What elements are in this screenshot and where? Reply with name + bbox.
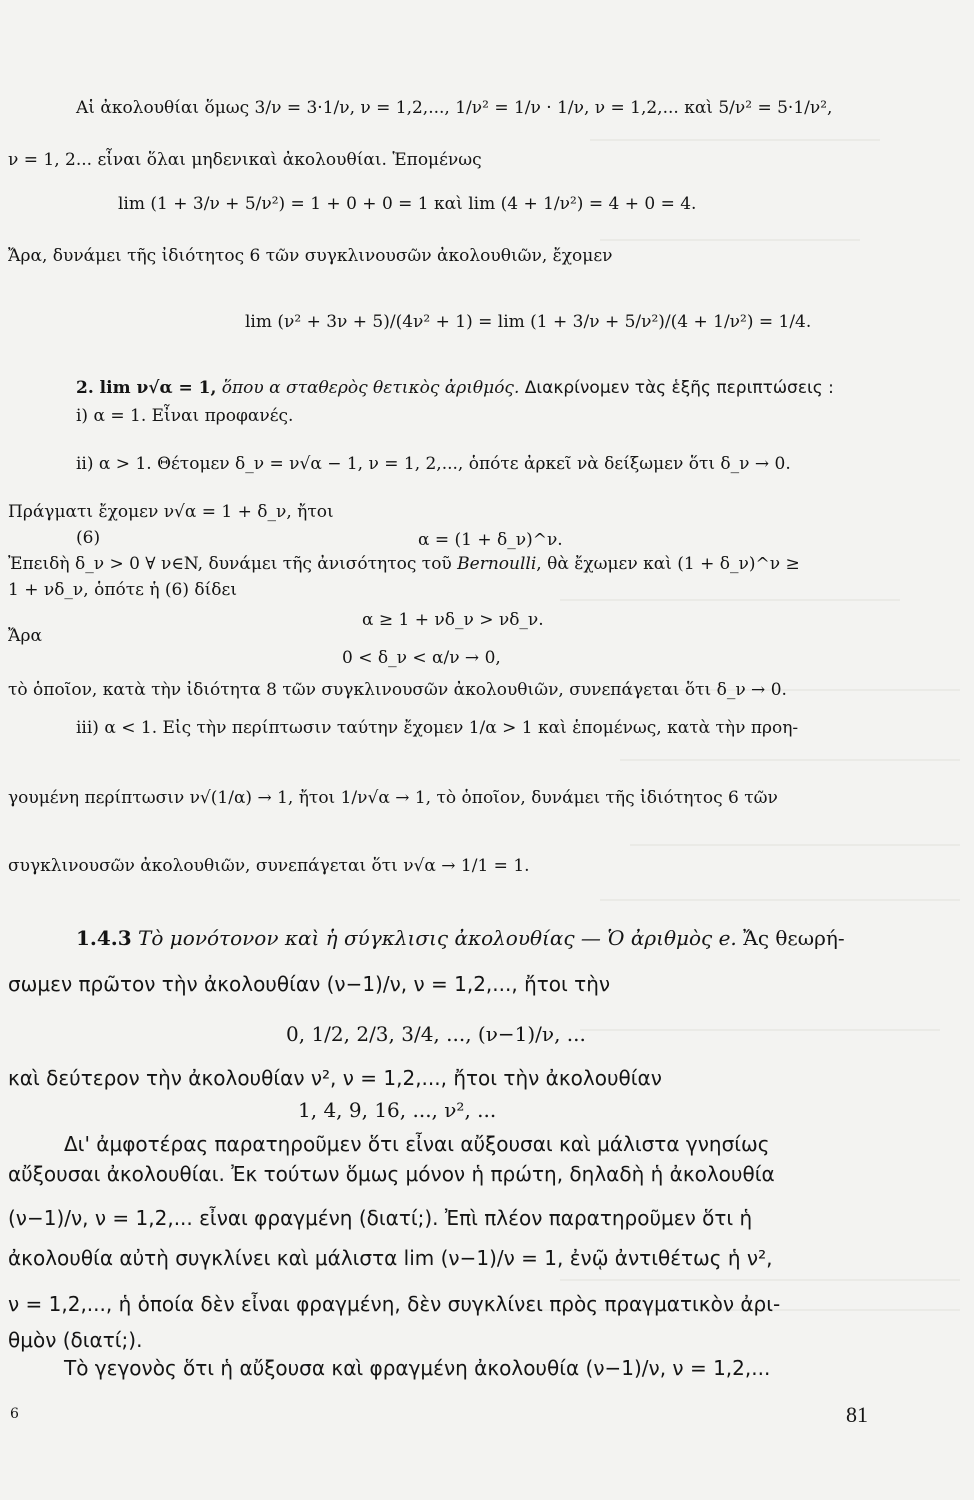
text-line-9: Πράγματι ἔχομεν ν√α = 1 + δ_ν, ἤτοι [8,502,334,522]
text-line-15: τὸ ὁποῖον, κατὰ τὴν ἰδιότητα 8 τῶν συγκλινουσῶν ἀκολουθιῶν, συνεπάγεται ὅτι δ_ν → 0. [8,680,787,700]
formula-limit-quotient: lim (ν² + 3ν + 5)/(4ν² + 1) = lim (1 + 3/ν + 5/ν²)/(4 + 1/ν²) = 1/4. [245,312,812,332]
case-ii: ii) α > 1. Θέτομεν δ_ν = ν√α − 1, ν = 1, 2,..., ὁπότε ἀρκεῖ νὰ δείξωμεν ὅτι δ_ν → 0. [76,454,791,474]
formula-limits: lim (1 + 3/ν + 5/ν²) = 1 + 0 + 0 = 1 καὶ lim (4 + 1/ν²) = 4 + 0 = 4. [118,194,697,214]
bernoulli-line-a: Ἐπειδὴ δ_ν > 0 ∀ ν∈N, δυνάμει τῆς ἀνισότητος τοῦ [8,554,458,574]
therefore-word: Ἄρα [8,626,42,646]
text-line-22: καὶ δεύτερον τὴν ἀκολουθίαν ν², ν = 1,2,..., ἤτοι τὴν ἀκολουθίαν [8,1066,662,1090]
bernoulli-name: Bernoulli [457,554,537,574]
sequence-1: 0, 1/2, 2/3, 3/4, ..., (ν−1)/ν, ... [286,1022,586,1046]
example-2-condition: ὅπου α σταθερὸς θετικὸς ἀριθμός. [216,378,520,398]
case-i: i) α = 1. Εἶναι προφανές. [76,406,294,426]
text-line-18: συγκλινουσῶν ἀκολουθιῶν, συνεπάγεται ὅτι ν√α → 1/1 = 1. [8,856,530,876]
text-line-20: σωμεν πρῶτον τὴν ἀκολουθίαν (ν−1)/ν, ν = 1,2,..., ἤτοι τὴν [8,972,611,996]
text-line-26: (ν−1)/ν, ν = 1,2,... εἶναι φραγμένη (διατί;). Ἐπὶ πλέον παρατηροῦμεν ὅτι ἡ [8,1206,753,1230]
margin-mark: 6 [10,1406,19,1422]
text-line-28: ν = 1,2,..., ἡ ὁποία δὲν εἶναι φραγμένη, δὲν συγκλίνει πρὸς πραγματικὸν ἀρι- [8,1292,781,1316]
text-line-2: ν = 1, 2... εἶναι ὅλαι μηδενικαὶ ἀκολουθίαι. Ἑπομένως [8,150,482,170]
equation-6: α = (1 + δ_ν)^ν. [418,530,563,550]
sequence-2: 1, 4, 9, 16, ..., ν², ... [298,1098,497,1122]
text-line-1: Αἱ ἀκολουθίαι ὅμως 3/ν = 3·1/ν, ν = 1,2,..., 1/ν² = 1/ν · 1/ν, ν = 1,2,... καὶ 5/ν² = 5·1/ν², [76,98,833,118]
equation-6-label: (6) [76,528,101,548]
section-heading-tail: Ἄς θεωρή- [736,926,845,950]
example-2-tail: Διακρίνομεν τὰς ἑξῆς περιπτώσεις : [519,378,834,398]
text-line-12: 1 + νδ_ν, ὁπότε ἡ (6) δίδει [8,580,238,600]
section-heading [76,928,845,948]
page-number: 81 [846,1402,868,1427]
section-title: Τὸ μονότονον καὶ ἡ σύγκλισις ἀκολουθίας — Ὁ ἀριθμὸς e. [131,926,737,950]
text-line-30: Τὸ γεγονὸς ὅτι ἡ αὔξουσα καὶ φραγμένη ἀκολουθία (ν−1)/ν, ν = 1,2,... [64,1356,771,1380]
example-2-lead: 2. lim ν√α = 1, [76,378,217,398]
text-line-24: Δι' ἀμφοτέρας παρατηροῦμεν ὅτι εἶναι αὔξουσαι καὶ μάλιστα γνησίως [64,1132,770,1156]
text-line-17: γουμένη περίπτωσιν ν√(1/α) → 1, ἤτοι 1/ν√α → 1, τὸ ὁποῖον, δυνάμει τῆς ἰδιότητος 6 τῶν [8,788,778,808]
text-line-25: αὔξουσαι ἀκολουθίαι. Ἐκ τούτων ὅμως μόνον ἡ πρώτη, δηλαδὴ ἡ ἀκολουθία [8,1162,775,1186]
text-line-29: θμὸν (διατί;). [8,1328,143,1352]
inequality-line: α ≥ 1 + νδ_ν > νδ_ν. [362,610,544,630]
bound-line: 0 < δ_ν < α/ν → 0, [342,648,501,668]
section-number: 1.4.3 [76,926,132,950]
bernoulli-line [8,556,800,573]
text-line-27: ἀκολουθία αὐτὴ συγκλίνει καὶ μάλιστα lim (ν−1)/ν = 1, ἐνῷ ἀντιθέτως ἡ ν², [8,1246,773,1270]
bernoulli-line-b: , θὰ ἔχωμεν καὶ (1 + δ_ν)^ν ≥ [536,554,800,574]
example-2-statement [76,380,834,397]
case-iii: iii) α < 1. Εἰς τὴν περίπτωσιν ταύτην ἔχομεν 1/α > 1 καὶ ἑπομένως, κατὰ τὴν προη- [76,718,799,738]
text-line-4: Ἄρα, δυνάμει τῆς ἰδιότητος 6 τῶν συγκλινουσῶν ἀκολουθιῶν, ἔχομεν [8,246,613,266]
